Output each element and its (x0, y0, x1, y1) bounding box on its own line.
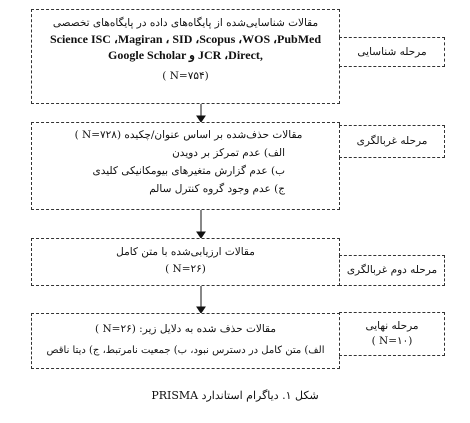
identification-count: ( N=۷۵۴) (162, 70, 209, 82)
screening-item-a: الف) عدم تمرکز بر دویدن (172, 147, 285, 159)
stage-second-screening (339, 255, 445, 286)
final-box (31, 313, 340, 369)
eligibility-count: ( N=۲۶) (165, 263, 206, 275)
stage-identification-label: مرحله شناسایی (357, 45, 427, 58)
stage-final-label: مرحله نهایی (365, 320, 419, 332)
screening-title: مقالات حذف‌شده بر اساس عنوان/چکیده (N=۷۲۸ ) (74, 129, 303, 141)
stage-screening-label: مرحله غربالگری (356, 135, 428, 147)
stage-screening (339, 125, 445, 158)
identification-databases-2: Google Scholar و JCR ،Direct, (108, 48, 263, 62)
identification-box (31, 9, 340, 104)
eligibility-box (31, 238, 340, 286)
stage-final (339, 312, 445, 356)
identification-databases: Science ISC ،Magiran ، SID ،Scopus ،WOS ،PubMed (49, 32, 322, 46)
screening-box (31, 122, 340, 210)
screening-item-b: ب) عدم گزارش متغیرهای بیومکانیکی کلیدی (92, 165, 285, 177)
figure-caption: شکل ۱. دیاگرام استاندارد PRISMA (151, 389, 319, 402)
eligibility-title: مقالات ارزیابی‌شده با متن کامل (116, 246, 255, 258)
identification-line1: مقالات شناسایی‌شده از پایگاه‌های داده در پایگاه‌های تخصصی (52, 17, 319, 29)
final-title: مقالات حذف شده به دلایل زیر: (N=۲۶ ) (95, 323, 276, 335)
stage-identification (339, 37, 445, 67)
stage-final-count: ( N=۱۰) (371, 335, 413, 347)
final-detail: الف) متن کامل در دسترس نبود، ب) جمعیت نامرتبط، ج) دیتا ناقص (46, 345, 325, 356)
screening-item-c: ج) عدم وجود گروه کنترل سالم (149, 183, 285, 195)
stage-second-screening-label: مرحله دوم غربالگری (346, 264, 438, 276)
